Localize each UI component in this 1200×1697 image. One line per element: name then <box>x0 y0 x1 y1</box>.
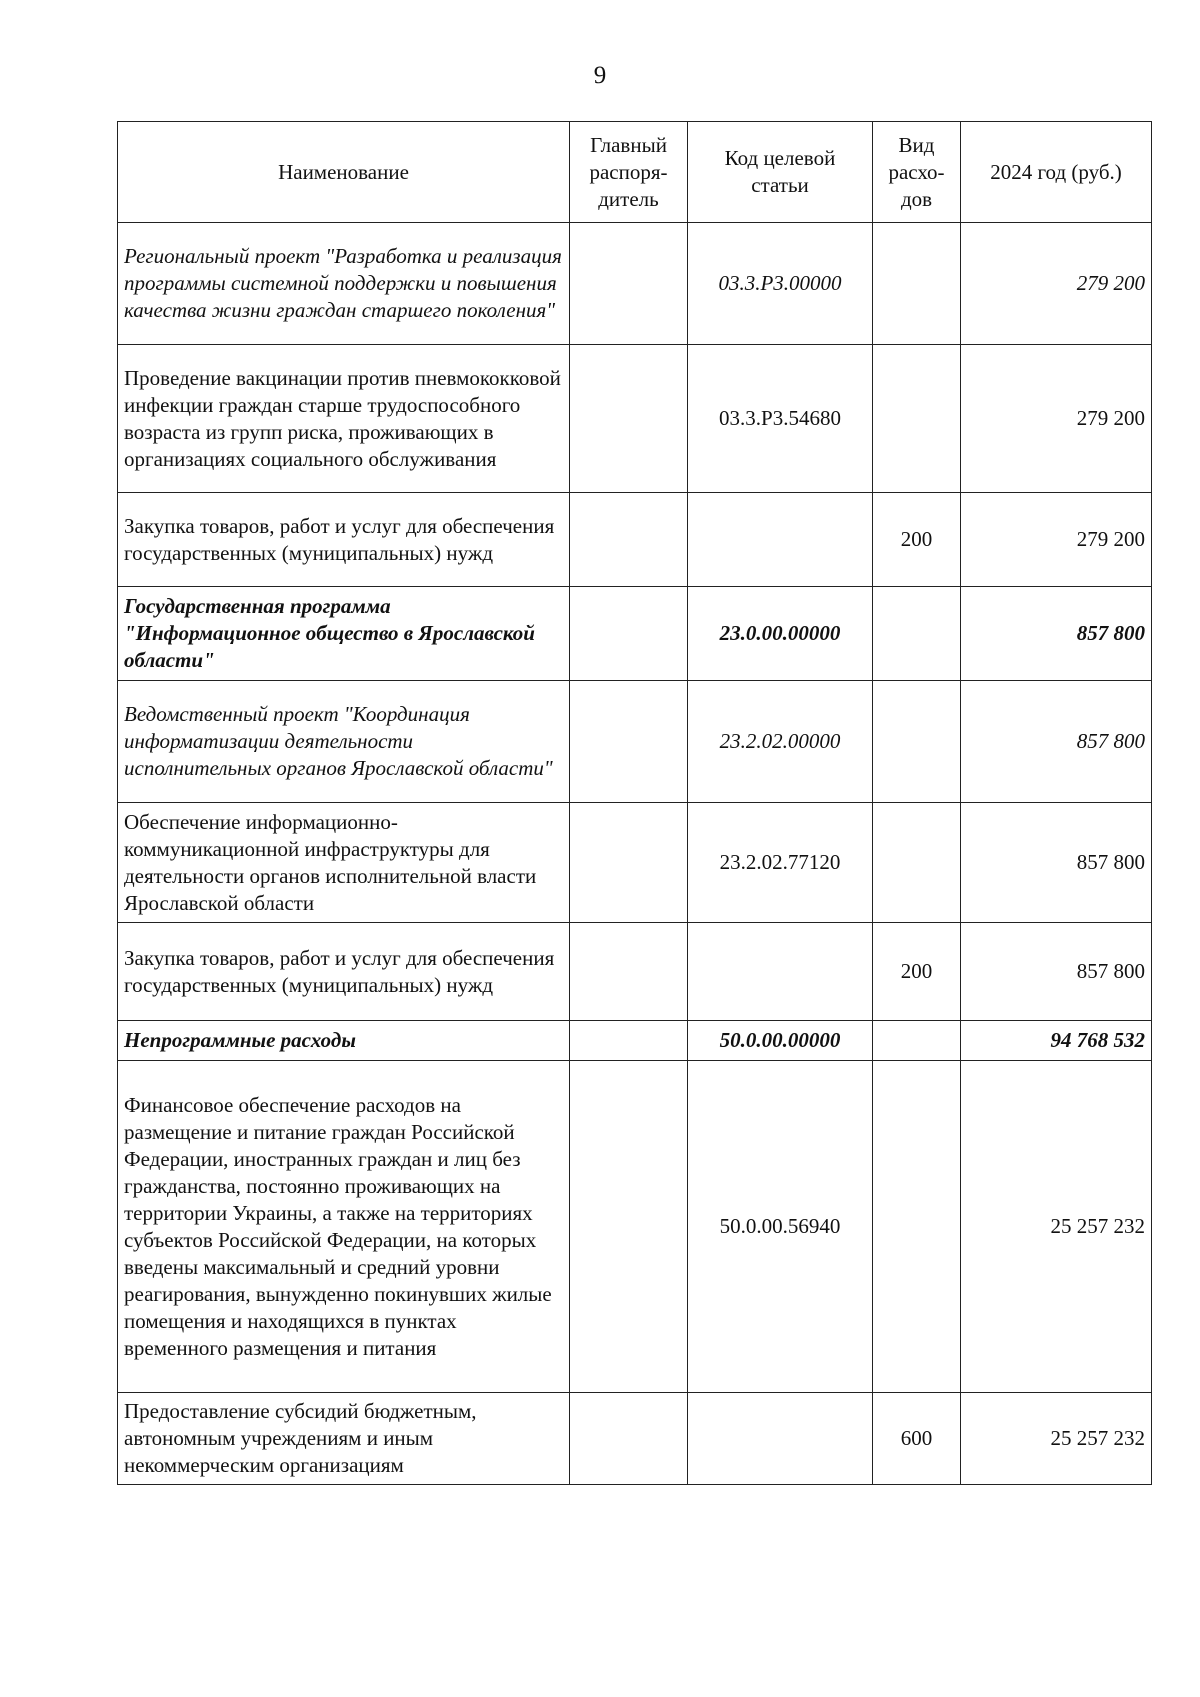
cell-sum: 857 800 <box>961 803 1152 923</box>
cell-name: Предоставление субсидий бюджетным, автономным учреждениям и иным некоммерческим организациям <box>118 1393 570 1485</box>
cell-code: 03.3.Р3.54680 <box>688 345 873 493</box>
cell-code <box>688 923 873 1021</box>
table-row <box>118 1393 1152 1485</box>
table-row <box>118 803 1152 923</box>
cell-type <box>873 1021 961 1061</box>
cell-type: 200 <box>873 493 961 587</box>
cell-sum: 279 200 <box>961 493 1152 587</box>
table-row <box>118 1021 1152 1061</box>
table-row <box>118 1061 1152 1393</box>
cell-sum: 25 257 232 <box>961 1061 1152 1393</box>
cell-code: 50.0.00.00000 <box>688 1021 873 1061</box>
cell-sum: 94 768 532 <box>961 1021 1152 1061</box>
cell-type <box>873 345 961 493</box>
cell-type <box>873 681 961 803</box>
cell-sum: 279 200 <box>961 345 1152 493</box>
cell-type: 600 <box>873 1393 961 1485</box>
cell-type: 200 <box>873 923 961 1021</box>
cell-name: Государственная программа "Информационное общество в Ярославской области" <box>118 587 570 681</box>
table-row <box>118 681 1152 803</box>
table-row <box>118 223 1152 345</box>
cell-code <box>688 1393 873 1485</box>
page-number: 9 <box>593 62 607 89</box>
cell-type <box>873 803 961 923</box>
header-type: Вид расхо-дов <box>873 122 961 223</box>
cell-type <box>873 1061 961 1393</box>
cell-code: 23.0.00.00000 <box>688 587 873 681</box>
cell-manager <box>570 923 688 1021</box>
cell-code: 23.2.02.77120 <box>688 803 873 923</box>
cell-type <box>873 587 961 681</box>
cell-name: Обеспечение информационно-коммуникационной инфраструктуры для деятельности органов исполнительной власти Ярославской области <box>118 803 570 923</box>
cell-code: 50.0.00.56940 <box>688 1061 873 1393</box>
cell-manager <box>570 803 688 923</box>
table-row <box>118 493 1152 587</box>
cell-name: Закупка товаров, работ и услуг для обеспечения государственных (муниципальных) нужд <box>118 493 570 587</box>
header-code: Код целевой статьи <box>688 122 873 223</box>
cell-manager <box>570 587 688 681</box>
header-name: Наименование <box>118 122 570 223</box>
cell-manager <box>570 345 688 493</box>
cell-name: Проведение вакцинации против пневмококковой инфекции граждан старше трудоспособного возраста из групп риска, проживающих в организациях социального обслуживания <box>118 345 570 493</box>
cell-manager <box>570 1061 688 1393</box>
cell-manager <box>570 1393 688 1485</box>
cell-code <box>688 493 873 587</box>
cell-name: Финансовое обеспечение расходов на размещение и питание граждан Российской Федерации, иностранных граждан и лиц без гражданства, постоянно проживающих на территории Украины, а также на территориях субъектов Российской Федерации, на которых введены максимальный и средний уровни реагирования, вынужденно покинувших жилые помещения и находящихся в пунктах временного размещения и питания <box>118 1061 570 1393</box>
cell-manager <box>570 223 688 345</box>
table-row <box>118 923 1152 1021</box>
header-manager: Главный распоря-дитель <box>570 122 688 223</box>
cell-sum: 857 800 <box>961 587 1152 681</box>
cell-name: Региональный проект "Разработка и реализация программы системной поддержки и повышения качества жизни граждан старшего поколения" <box>118 223 570 345</box>
cell-manager <box>570 493 688 587</box>
cell-manager <box>570 1021 688 1061</box>
table-header-row <box>118 122 1152 223</box>
cell-type <box>873 223 961 345</box>
cell-code: 03.3.Р3.00000 <box>688 223 873 345</box>
table-row <box>118 345 1152 493</box>
table-row <box>118 587 1152 681</box>
cell-name: Закупка товаров, работ и услуг для обеспечения государственных (муниципальных) нужд <box>118 923 570 1021</box>
cell-name: Непрограммные расходы <box>118 1021 570 1061</box>
cell-sum: 857 800 <box>961 923 1152 1021</box>
budget-table <box>117 121 1152 1485</box>
cell-code: 23.2.02.00000 <box>688 681 873 803</box>
header-sum: 2024 год (руб.) <box>961 122 1152 223</box>
cell-name: Ведомственный проект "Координация информатизации деятельности исполнительных органов Ярославской области" <box>118 681 570 803</box>
cell-sum: 857 800 <box>961 681 1152 803</box>
cell-manager <box>570 681 688 803</box>
cell-sum: 25 257 232 <box>961 1393 1152 1485</box>
cell-sum: 279 200 <box>961 223 1152 345</box>
